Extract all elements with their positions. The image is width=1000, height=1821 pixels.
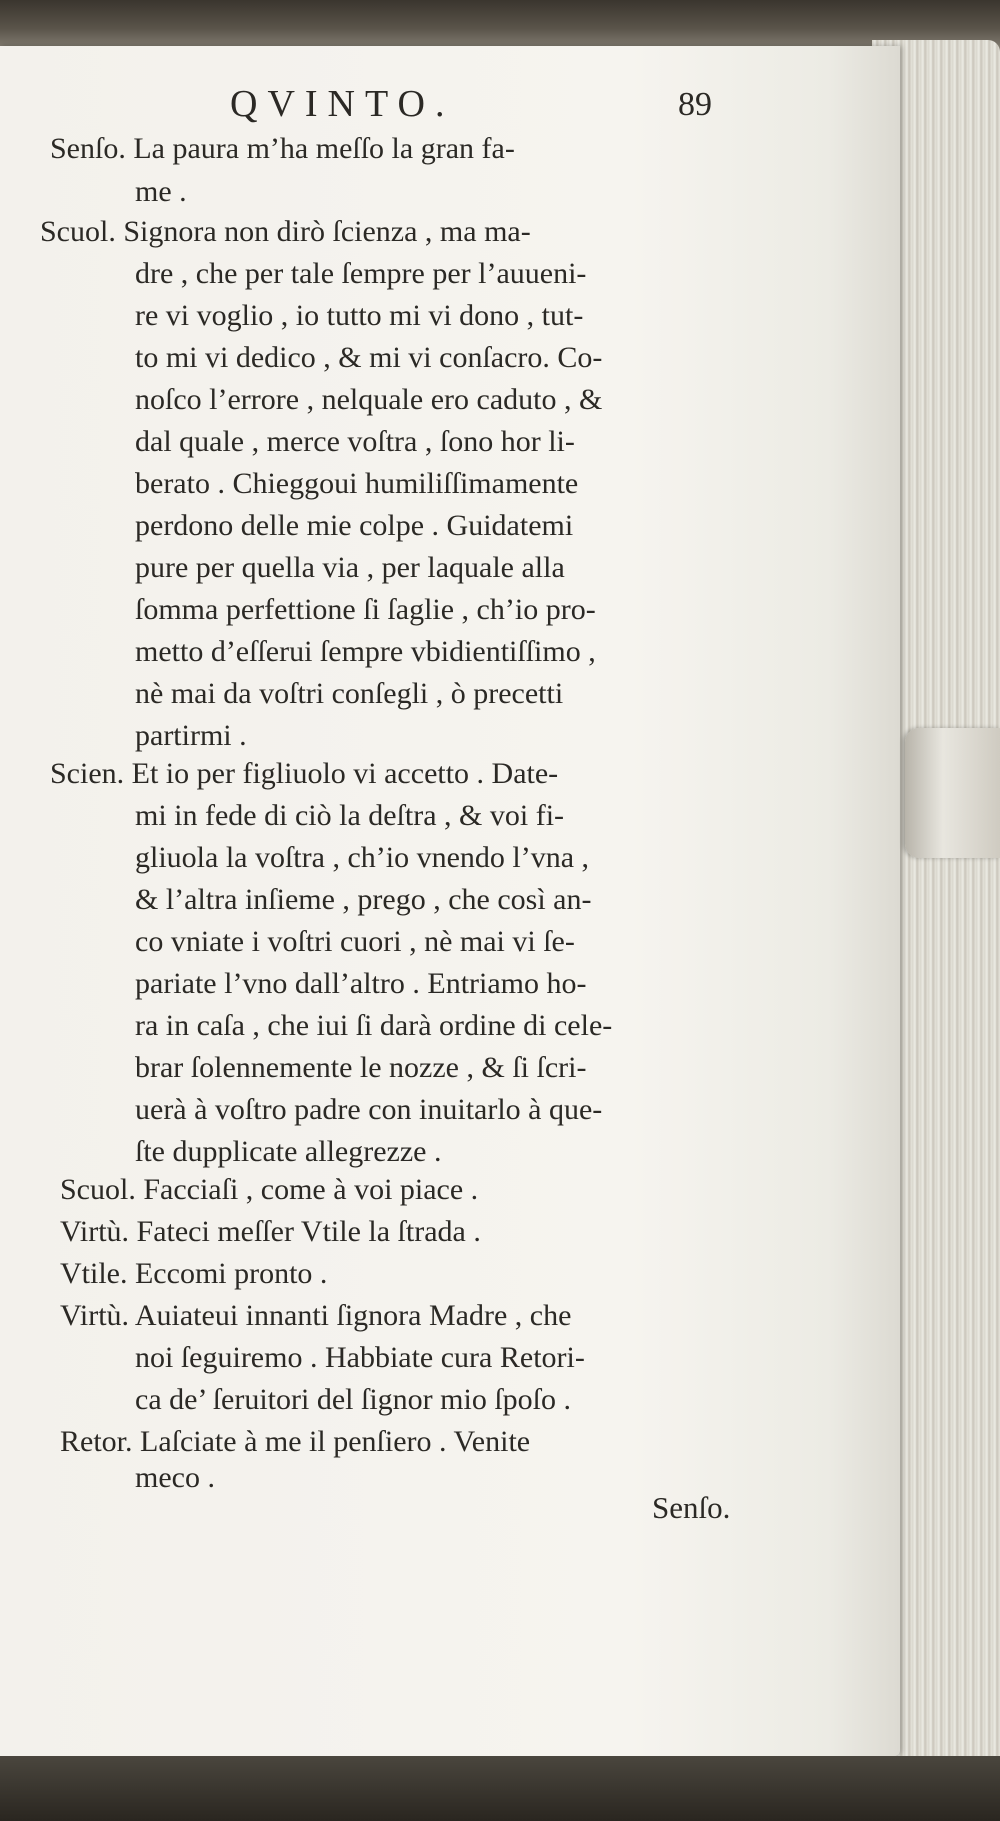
text-line: meco .: [135, 1461, 215, 1494]
book-top-edge: [0, 0, 1000, 52]
text-line: perdono delle mie colpe . Guidatemi: [135, 509, 574, 542]
book-bottom-edge: [0, 1756, 1000, 1821]
text-line: to mi vi dedico , & mi vi conſacro. Co-: [135, 341, 603, 374]
catchword: Senſo.: [652, 1490, 731, 1525]
text-line: Scuol. Signora non dirò ſcienza , ma ma-: [40, 215, 531, 248]
text-line: me .: [135, 175, 187, 208]
text-line: ſte dupplicate allegrezze .: [135, 1135, 442, 1168]
text-line: Scien. Et io per figliuolo vi accetto . Date-: [50, 757, 559, 790]
text-line: Vtile. Eccomi pronto .: [60, 1257, 328, 1290]
text-line: ca de’ ſeruitori del ſignor mio ſpoſo .: [135, 1383, 571, 1416]
text-line: berato . Chieggoui humiliſſimamente: [135, 467, 579, 500]
text-line: dal quale , merce voſtra , ſono hor li-: [135, 425, 575, 458]
text-line: Scuol. Facciaſi , come à voi piace .: [60, 1173, 479, 1206]
text-line: mi in fede di ciò la deſtra , & voi fi-: [135, 799, 565, 832]
text-line: Virtù. Fateci meſſer Vtile la ſtrada .: [60, 1215, 481, 1248]
text-line: uerà à voſtro padre con inuitarlo à que-: [135, 1093, 603, 1126]
text-line: Virtù. Auiateui innanti ſignora Madre , che: [60, 1299, 572, 1332]
text-line: & l’altra inſieme , prego , che così an-: [135, 883, 592, 916]
text-line: pure per quella via , per laquale alla: [135, 551, 565, 584]
text-line: co vniate i voſtri cuori , nè mai vi ſe-: [135, 925, 575, 958]
text-line: gliuola la voſtra , ch’io vnendo l’vna ,: [135, 841, 590, 874]
text-line: Senſo. La paura m’ha meſſo la gran fa-: [50, 132, 515, 165]
text-line: metto d’eſſerui ſempre vbidientiſſimo ,: [135, 635, 596, 668]
bookmark-ribbon: [905, 728, 1000, 858]
text-line: pariate l’vno dall’altro . Entriamo ho-: [135, 967, 587, 1000]
text-line: Retor. Laſciate à me il penſiero . Venite: [60, 1425, 531, 1458]
text-line: noſco l’errore , nelquale ero caduto , &: [135, 383, 603, 416]
text-line: ſomma perfettione ſi ſaglie , ch’io pro-: [135, 593, 596, 626]
running-head: QVINTO.: [230, 83, 455, 125]
text-line: partirmi .: [135, 719, 247, 752]
text-line: re vi voglio , io tutto mi vi dono , tut-: [135, 299, 584, 332]
text-line: dre , che per tale ſempre per l’auueni-: [135, 257, 587, 290]
page-number: 89: [678, 86, 712, 123]
text-line: nè mai da voſtri conſegli , ò precetti: [135, 677, 564, 710]
text-line: ra in caſa , che iui ſi darà ordine di cele-: [135, 1009, 613, 1042]
text-line: brar ſolennemente le nozze , & ſi ſcri-: [135, 1051, 587, 1084]
text-line: noi ſeguiremo . Habbiate cura Retori-: [135, 1341, 585, 1374]
